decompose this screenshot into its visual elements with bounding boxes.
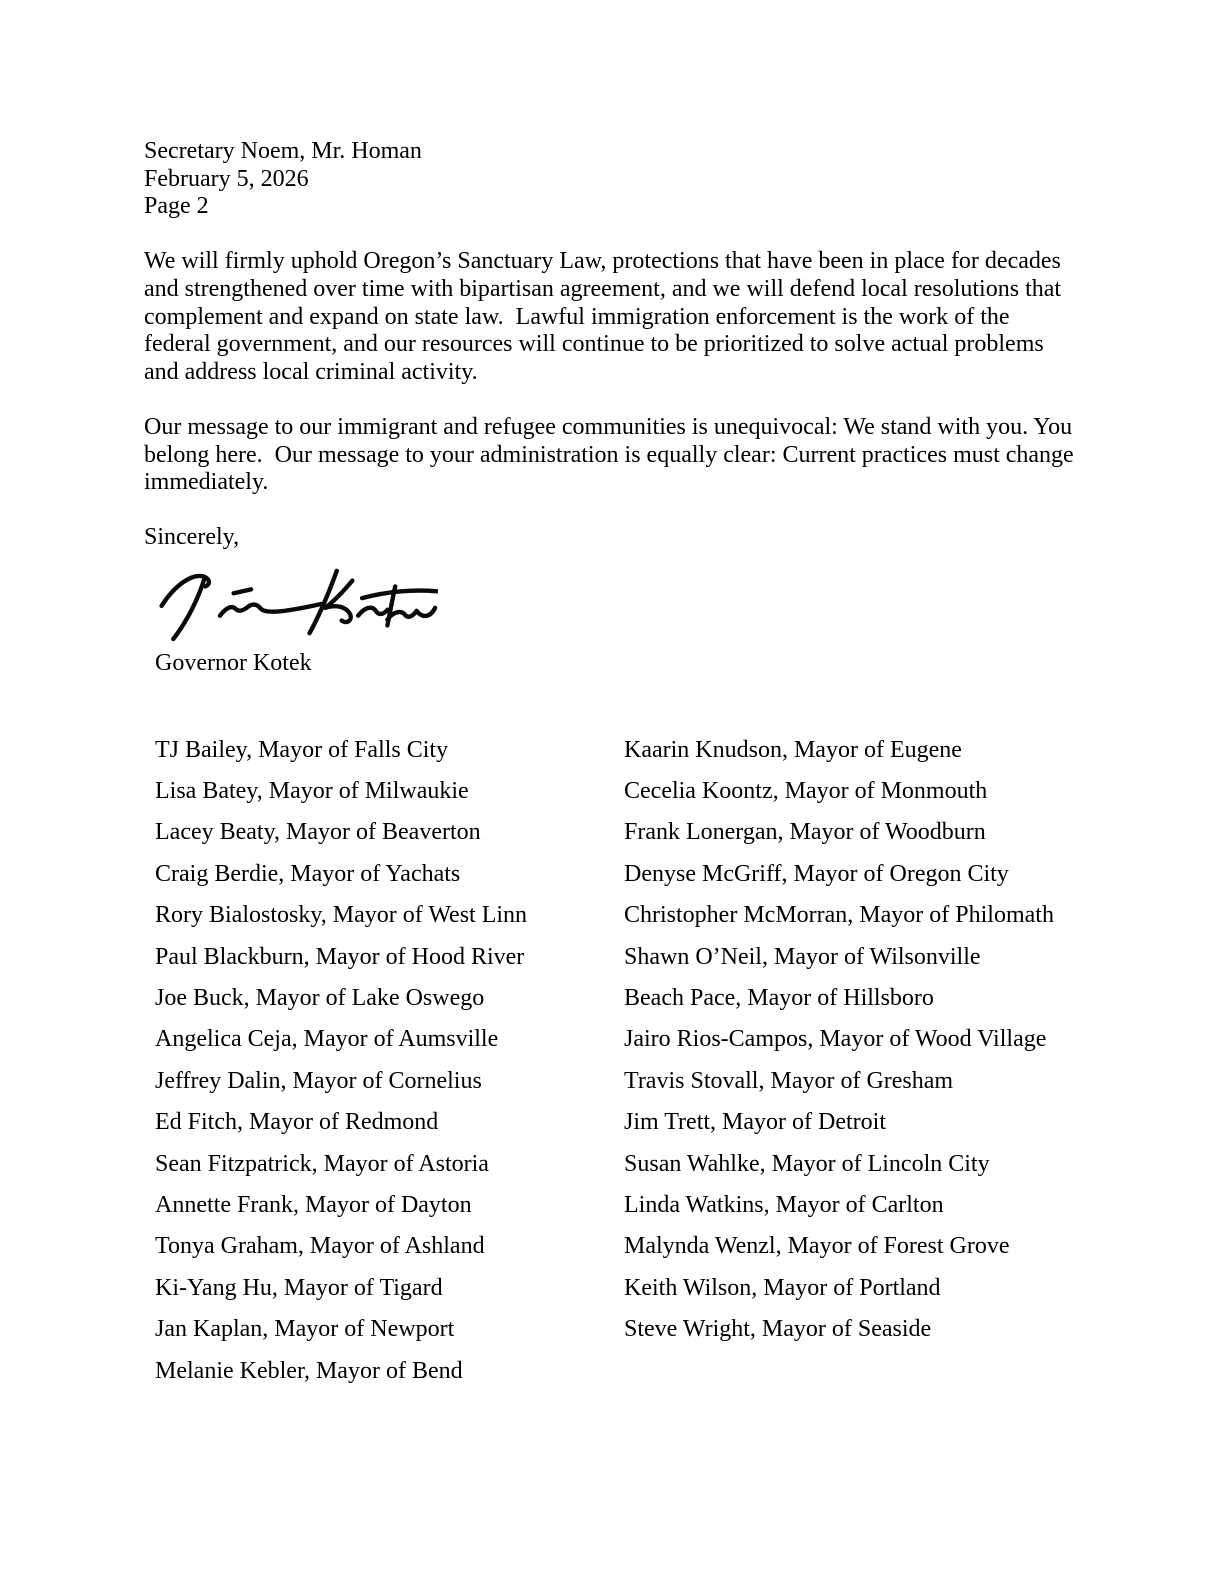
signatory-item: Jeffrey Dalin, Mayor of Cornelius — [155, 1067, 482, 1094]
signatory-item: Jan Kaplan, Mayor of Newport — [155, 1316, 455, 1343]
body-paragraph: Our message to our immigrant and refugee communities is unequivocal: We stand with you. You belong here. Our message to your administration is equally clear: Current practices must change immediately. — [144, 413, 1080, 496]
signatory-item: Ki-Yang Hu, Mayor of Tigard — [155, 1274, 443, 1301]
header-line: February 5, 2026 — [144, 165, 309, 192]
handwritten-signature-image — [146, 558, 438, 648]
signatory-item: Beach Pace, Mayor of Hillsboro — [624, 984, 934, 1011]
signatories-column-right — [624, 730, 1080, 1393]
signatories-list — [144, 730, 1080, 1393]
closing-salutation: Sincerely, — [144, 524, 240, 551]
signatory-item: Paul Blackburn, Mayor of Hood River — [155, 943, 525, 970]
signatory-item: Ed Fitch, Mayor of Redmond — [155, 1109, 439, 1136]
signatory-item: Shawn O’Neil, Mayor of Wilsonville — [624, 943, 981, 970]
signatory-item: Lisa Batey, Mayor of Milwaukie — [155, 777, 469, 804]
signatory-item: Jim Trett, Mayor of Detroit — [624, 1109, 886, 1136]
signatory-item: Frank Lonergan, Mayor of Woodburn — [624, 819, 986, 846]
signatory-item: Denyse McGriff, Mayor of Oregon City — [624, 860, 1009, 887]
signatory-item: Melanie Kebler, Mayor of Bend — [155, 1357, 463, 1384]
letter-body — [144, 248, 1080, 496]
signatory-item: Angelica Ceja, Mayor of Aumsville — [155, 1026, 499, 1053]
signatory-item: TJ Bailey, Mayor of Falls City — [155, 736, 449, 763]
signature-block — [144, 558, 1080, 650]
signatory-item: Craig Berdie, Mayor of Yachats — [155, 860, 461, 887]
signatory-item: Susan Wahlke, Mayor of Lincoln City — [624, 1150, 990, 1177]
signatory-item: Travis Stovall, Mayor of Gresham — [624, 1067, 954, 1094]
signatory-item: Rory Bialostosky, Mayor of West Linn — [155, 902, 528, 929]
signatory-item: Linda Watkins, Mayor of Carlton — [624, 1191, 944, 1218]
signatory-item: Cecelia Koontz, Mayor of Monmouth — [624, 777, 988, 804]
signatories-column-left — [155, 730, 624, 1393]
signatory-item: Malynda Wenzl, Mayor of Forest Grove — [624, 1233, 1010, 1260]
signer-title: Governor Kotek — [155, 649, 312, 676]
header-line: Secretary Noem, Mr. Homan — [144, 138, 422, 164]
signatory-item: Jairo Rios-Campos, Mayor of Wood Village — [624, 1026, 1047, 1053]
signatory-item: Joe Buck, Mayor of Lake Oswego — [155, 984, 485, 1011]
signatory-item: Kaarin Knudson, Mayor of Eugene — [624, 736, 962, 763]
signatory-item: Tonya Graham, Mayor of Ashland — [155, 1233, 485, 1260]
signatory-item: Sean Fitzpatrick, Mayor of Astoria — [155, 1150, 489, 1177]
signatory-item: Lacey Beaty, Mayor of Beaverton — [155, 819, 481, 846]
letter-header — [144, 138, 1080, 221]
body-paragraph: We will firmly uphold Oregon’s Sanctuary Law, protections that have been in place for decades and strengthened over time with bipartisan agreement, and we will defend local resolutions that complement and expand on state law. Lawful immigration enforcement is the work of the federal government, and our resources will continue to be prioritized to solve actual problems and address local criminal activity. — [144, 248, 1068, 385]
header-line: Page 2 — [144, 193, 209, 220]
signatory-item: Keith Wilson, Mayor of Portland — [624, 1274, 941, 1301]
signatory-item: Steve Wright, Mayor of Seaside — [624, 1316, 932, 1343]
signatory-item: Annette Frank, Mayor of Dayton — [155, 1191, 472, 1218]
signatory-item: Christopher McMorran, Mayor of Philomath — [624, 902, 1054, 929]
